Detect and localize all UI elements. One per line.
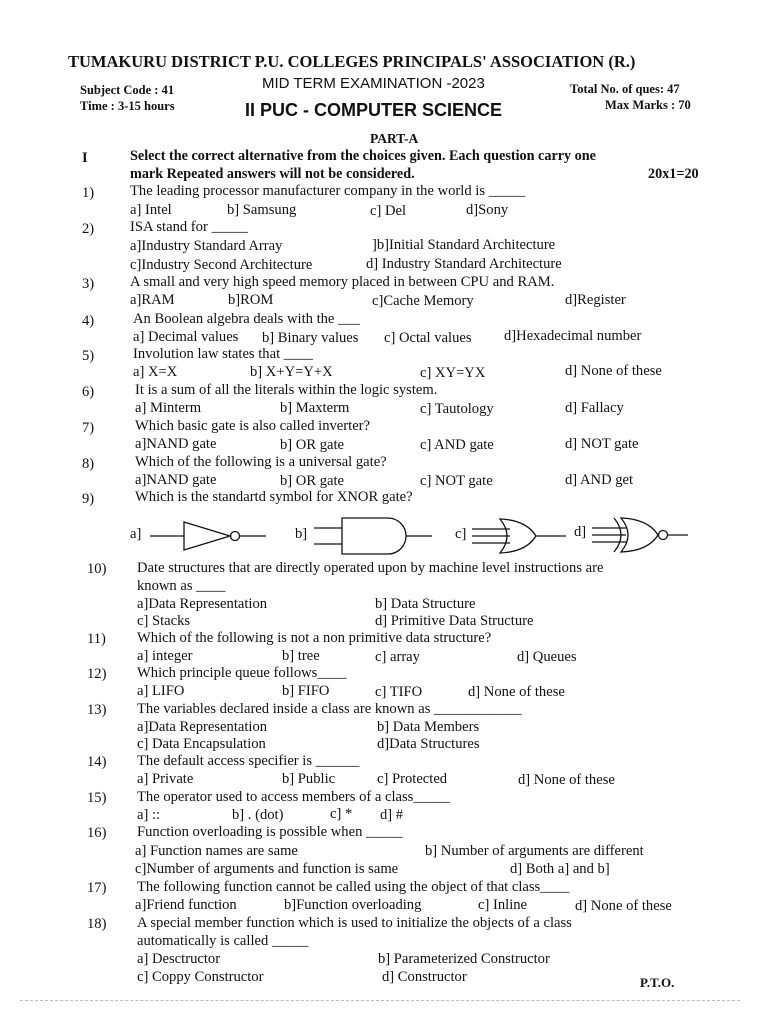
option-c: c] Octal values <box>384 330 472 346</box>
question-text: A small and very high speed memory placed in between CPU and RAM. <box>130 274 555 290</box>
option-c: c]Number of arguments and function is same <box>135 861 399 877</box>
option-c: c] array <box>375 649 420 665</box>
option-c: c] AND gate <box>420 437 494 453</box>
option-c: c] Stacks <box>137 613 191 629</box>
question-text-cont: known as ____ <box>137 578 226 594</box>
option-d: d] # <box>380 807 404 823</box>
option-d: d] None of these <box>565 363 662 379</box>
question-number: 18) <box>87 916 107 932</box>
subject-code: Subject Code : 41 <box>80 83 175 97</box>
question-text: An Boolean algebra deals with the ___ <box>133 311 360 327</box>
option-a: a] <box>130 526 142 542</box>
exam-title: MID TERM EXAMINATION -2023 <box>262 75 485 92</box>
question-text: Involution law states that ____ <box>133 346 313 362</box>
option-d: d] None of these <box>575 898 672 914</box>
instruction-line-2: mark Repeated answers will not be considered. <box>130 166 415 182</box>
option-c: c] TIFO <box>375 684 423 700</box>
course-title: II PUC - COMPUTER SCIENCE <box>245 100 503 120</box>
question-number: 5) <box>82 348 95 364</box>
xnor-gate-symbol <box>590 514 690 556</box>
option-d: d]Hexadecimal number <box>504 328 642 344</box>
time-allowed: Time : 3-15 hours <box>80 99 175 113</box>
option-b: b] OR gate <box>280 437 345 453</box>
option-b: b] Data Members <box>377 719 480 735</box>
question-text: Which of the following is a universal gate? <box>135 454 387 470</box>
option-c: c] Data Encapsulation <box>137 736 266 752</box>
option-c: c] <box>455 526 467 542</box>
option-d: d] Constructor <box>382 969 467 985</box>
or-gate-symbol <box>470 516 570 556</box>
option-a: a]Data Representation <box>137 596 268 612</box>
question-number: 14) <box>87 754 107 770</box>
option-d: d] AND get <box>565 472 634 488</box>
question-text: ISA stand for _____ <box>130 219 248 235</box>
option-a: a] LIFO <box>137 683 185 699</box>
option-b: b] Parameterized Constructor <box>378 951 550 967</box>
question-text: The default access specifier is ______ <box>137 753 360 769</box>
option-d: d] Industry Standard Architecture <box>366 256 562 272</box>
option-c: c]Industry Second Architecture <box>130 257 313 273</box>
option-a: a] Private <box>137 771 194 787</box>
option-b: b] OR gate <box>280 473 345 489</box>
question-number: 16) <box>87 825 107 841</box>
option-a: a] X=X <box>133 364 178 380</box>
question-text: Date structures that are directly operated upon by machine level instructions are <box>137 560 604 576</box>
option-b: b] <box>295 526 308 542</box>
question-number: 7) <box>82 420 95 436</box>
option-c: c] XY=YX <box>420 365 486 381</box>
question-number: 1) <box>82 185 95 201</box>
question-text: The operator used to access members of a class_____ <box>137 789 450 805</box>
section-marks: 20x1=20 <box>648 166 699 182</box>
option-a: a] Function names are same <box>135 843 298 859</box>
question-number: 15) <box>87 790 107 806</box>
option-d: d] NOT gate <box>565 436 639 452</box>
option-d: d] Primitive Data Structure <box>375 613 534 629</box>
option-c: c] * <box>330 806 353 822</box>
option-b: b] tree <box>282 648 320 664</box>
option-c: c] Del <box>370 203 407 219</box>
option-d: d] Queues <box>517 649 577 665</box>
option-d: d]Sony <box>466 202 509 218</box>
option-d: d] None of these <box>518 772 615 788</box>
question-text: Which is the standartd symbol for XNOR gate? <box>135 489 413 505</box>
option-c: c]Cache Memory <box>372 293 474 309</box>
option-b: b]ROM <box>228 292 274 308</box>
option-b: b] Data Structure <box>375 596 476 612</box>
option-c: c] Tautology <box>420 401 494 417</box>
question-number: 9) <box>82 491 95 507</box>
option-a: a]Data Representation <box>137 719 268 735</box>
question-number: 10) <box>87 561 107 577</box>
association-title: TUMAKURU DISTRICT P.U. COLLEGES PRINCIPALS' ASSOCIATION (R.) <box>68 52 636 71</box>
option-d: d] Fallacy <box>565 400 624 416</box>
question-text: It is a sum of all the literals within the logic system. <box>135 382 438 398</box>
option-a: a] :: <box>137 807 161 823</box>
option-a: a]NAND gate <box>135 436 217 452</box>
instruction-line-1: Select the correct alternative from the choices given. Each question carry one <box>130 148 596 164</box>
please-turn-over: P.T.O. <box>640 975 675 990</box>
section-number: I <box>82 150 88 166</box>
option-a: a] Minterm <box>135 400 202 416</box>
option-c: c] Protected <box>377 771 448 787</box>
option-a: a] Decimal values <box>133 329 239 345</box>
option-a: a]RAM <box>130 292 175 308</box>
option-c: c] Coppy Constructor <box>137 969 264 985</box>
question-number: 4) <box>82 313 95 329</box>
question-text: Which principle queue follows____ <box>137 665 347 681</box>
option-b: b] Binary values <box>262 330 359 346</box>
question-text: The variables declared inside a class are known as ____________ <box>137 701 522 717</box>
option-a: a] integer <box>137 648 193 664</box>
question-number: 12) <box>87 666 107 682</box>
question-text: The following function cannot be called using the object of that class____ <box>137 879 570 895</box>
option-b: b] X+Y=Y+X <box>250 364 333 380</box>
option-d: d] <box>574 524 587 540</box>
option-a: a] Desctructor <box>137 951 221 967</box>
question-number: 8) <box>82 456 95 472</box>
option-a: a] Intel <box>130 202 172 218</box>
option-c: c] NOT gate <box>420 473 493 489</box>
option-d: d] Both a] and b] <box>510 861 610 877</box>
and-gate-symbol <box>312 516 434 556</box>
option-b: b]Function overloading <box>284 897 422 913</box>
page-edge-divider <box>20 1000 740 1001</box>
question-text: Which basic gate is also called inverter? <box>135 418 371 434</box>
option-a: a]Industry Standard Array <box>130 238 283 254</box>
option-b: b] Maxterm <box>280 400 350 416</box>
option-b: b] FIFO <box>282 683 330 699</box>
total-questions: Total No. of ques: 47 <box>570 82 680 96</box>
not-gate-symbol <box>148 518 268 554</box>
option-a: a]Friend function <box>135 897 237 913</box>
option-c: c] Inline <box>478 897 528 913</box>
question-number: 11) <box>87 631 106 647</box>
question-text: Which of the following is not a non primitive data structure? <box>137 630 492 646</box>
question-number: 3) <box>82 276 95 292</box>
option-d: d] None of these <box>468 684 565 700</box>
option-b: b] . (dot) <box>232 807 284 823</box>
question-number: 13) <box>87 702 107 718</box>
question-text: The leading processor manufacturer company in the world is _____ <box>130 183 526 199</box>
question-text: A special member function which is used to initialize the objects of a class <box>137 915 572 931</box>
option-d: d]Data Structures <box>377 736 480 752</box>
option-a: a]NAND gate <box>135 472 217 488</box>
part-title: PART-A <box>370 131 419 146</box>
max-marks: Max Marks : 70 <box>605 98 691 112</box>
option-b: b] Public <box>282 771 336 787</box>
question-number: 17) <box>87 880 107 896</box>
question-number: 2) <box>82 221 95 237</box>
option-d: d]Register <box>565 292 626 308</box>
question-number: 6) <box>82 384 95 400</box>
question-text: Function overloading is possible when _____ <box>137 824 403 840</box>
option-b: ]b]Initial Standard Architecture <box>372 237 556 253</box>
option-b: b] Number of arguments are different <box>425 843 644 859</box>
option-b: b] Samsung <box>227 202 297 218</box>
question-text-cont: automatically is called _____ <box>137 933 309 949</box>
